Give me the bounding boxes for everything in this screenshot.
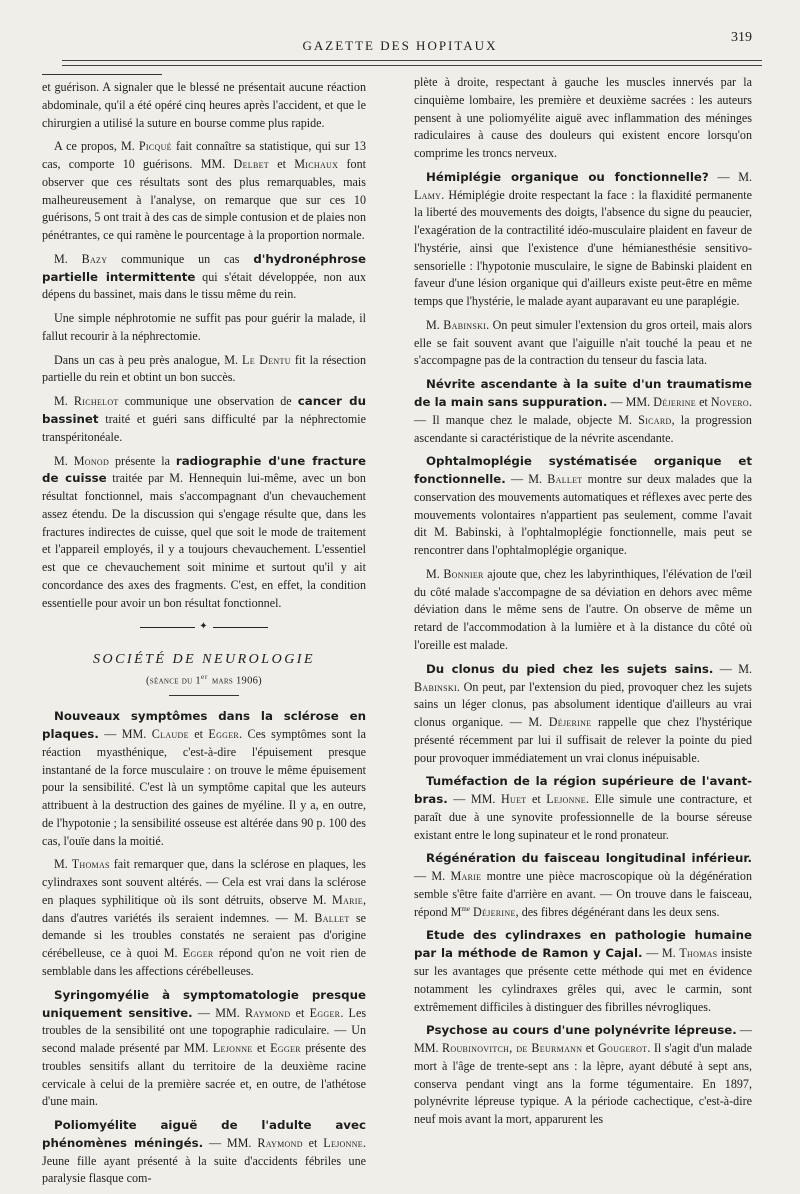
running-title: GAZETTE DES HOPITAUX [302, 38, 498, 53]
author-name: Babinski [414, 679, 457, 694]
author-name: Lamy [414, 187, 442, 202]
author-name: Ballet [314, 910, 350, 925]
paragraph: M. Thomas fait remarquer que, dans la sclérose en plaques, les cylindraxes sont souvent altérés. — Cela est vrai dans la sclérose en plaques syphilitique où ils sont détruits, observe M. Marie, dans d'autres variétés ils seraient indemnes. — M. Ballet se demande si les troubles constatés ne seraient pas d'origine cérébelleuse, ce à quoi M. Egger répond qu'on ne voit rien de semblable dans les affections cérébelleuses. [42, 857, 367, 978]
page-header [0, 30, 800, 60]
author-name: Thomas [679, 946, 718, 961]
topic-heading: Tuméfaction de la région supérieure de l'avant-bras. [414, 774, 752, 807]
author-name: Picqué [138, 139, 172, 154]
paragraph: Dans un cas à peu près analogue, M. Le Dentu fit la résection partielle du rein et obtint un bon succès. [42, 352, 366, 385]
left-column [42, 74, 366, 1194]
right-column [414, 74, 752, 1135]
author-name: Déjerine [548, 715, 592, 730]
author-name: Novero [710, 395, 749, 410]
section-date: (séance du 1er mars 1906) [146, 673, 262, 687]
author-name: Déjerine [472, 904, 516, 919]
author-name: Raymond [257, 1135, 303, 1150]
paragraph: et guérison. A signaler que le blessé ne présentait aucune réaction abdominale, qu'il a été opéré cinq heures après l'accident, et que le chirurgien a utilisé la suture en bourse comme plus rapide. [42, 80, 366, 130]
section-ornament: ✦ [42, 620, 366, 635]
author-name: Bazy [81, 251, 108, 266]
author-name: Raymond [245, 1005, 291, 1020]
topic-heading: Psychose au cours d'une polynévrite lépreuse. [426, 1023, 737, 1038]
author-name: Babinski [443, 317, 487, 332]
paragraph: M. Babinski. On peut simuler l'extension du gros orteil, mais alors elle se fait souvent avant que l'aiguille n'ait touché la peau et ne s'accompagne pas de la contraction du tenseur du fascia lata. [414, 317, 752, 368]
author-name: Sicard [638, 412, 672, 427]
author-name: Marie [450, 869, 482, 884]
paragraph: Une simple néphrotomie ne suffit pas pour guérir la malade, il fallut recourir à la néphrectomie. [42, 311, 366, 343]
section-rule [169, 695, 239, 696]
topic-heading: Régénération du faisceau longitudinal inférieur. [426, 851, 752, 866]
topic-heading: Etude des cylindraxes en pathologie humaine par la méthode de Ramon y Cajal. [414, 928, 752, 961]
paragraph: Du clonus du pied chez les sujets sains. — M. Babinski. On peut, par l'extension du pied, provoquer chez les sujets sains un léger clonus, pas absolument identique d'ailleurs au vrai clonus organique. — M. Déjerine rappelle que chez l'hystérique présenté récemment par lui il suffisait de relever la pointe du pied pour provoquer immédiatement un vrai clonus inépuisable. [414, 661, 752, 765]
paragraph: M. Bazy communique un cas d'hydronéphrose partielle intermittente qui s'était développée, non aux dépens du bassinet, mais dans le tissu même du rein. [42, 251, 367, 302]
author-name: Egger [182, 946, 214, 961]
author-name: Thomas [71, 857, 110, 872]
paragraph: M. Monod présente la radiographie d'une fracture de cuisse traitée par M. Hennequin lui-même, avec un bon résultat fonctionnel, mais s'accompagnant d'un chevauchement assez étendu. De la discussion qui s'engage résulte que, dans les fractures indirectes de cuisse, quel que soit le mode de traitement et l'appareil employés, il y a toujours chevauchement. L'essentiel est que ce chevauchement soit minime et surtout qu'il y ait concordance des axes des fragments. C'est, en effet, la condition essentielle pour avoir un bon résultat fonctionnel. [42, 453, 366, 610]
author-name: Huet [500, 792, 527, 807]
author-name: Lejonne [546, 792, 586, 807]
author-name: Le Dentu [242, 352, 291, 367]
author-name: Ballet [547, 472, 583, 487]
author-name: Egger [270, 1041, 301, 1056]
topic-heading: Névrite ascendante à la suite d'un traumatisme de la main sans suppuration. [414, 377, 752, 410]
author-name: Egger [309, 1005, 341, 1020]
topic-heading: Syringomyélie à symptomatologie presque uniquement sensitive. [42, 987, 366, 1020]
topic-heading: Hémiplégie organique ou fonctionnelle? [426, 169, 709, 184]
paragraph: Etude des cylindraxes en pathologie humaine par la méthode de Ramon y Cajal. — M. Thomas insiste sur les avantages que présente cette méthode qui met en évidence notamment les cylindraxes grêles qui, avec le carmin, sont extrêmement difficiles à distinguer des fibrilles névrogliques. [414, 928, 752, 1014]
author-name: Richelot [73, 394, 119, 409]
topic-heading: cancer du bassinet [42, 394, 366, 427]
author-name: Monod [73, 453, 110, 468]
header-rule [62, 60, 762, 66]
author-name: Roubinovitch, de Beurmann [442, 1041, 583, 1056]
paragraph: plète à droite, respectant à gauche les muscles innervés par la cinquième lombaire, les première et deuxième sacrées : les auteurs pensent à une poliomyélite aiguë avec inflammation des méninges radiculaires à cause des douleurs qui existent encore lorsqu'on comprime les troncs nerveux. [414, 75, 752, 161]
author-name: Marie [332, 892, 363, 907]
paragraph: A ce propos, M. Picqué fait connaître sa statistique, qui sur 13 cas, comporte 10 guérisons. MM. Delbet et Michaux font observer que ces résultats sont des plus remarquables, mais malheureusement à l'analyse, on remarque que sur ces 10 guérisons, 5 ont trait à des cas de simple contusion et de plaies non pénétrantes, ce qui ramène le pourcentage à la proportion normale. [42, 139, 367, 243]
paragraph: Hémiplégie organique ou fonctionnelle? — M. Lamy. Hémiplégie droite respectant la face : la flaxidité permanente la liberté des mouvements des doigts, l'absence du signe du peaucier, l'exagération de la contractilité idéo-musculaire plaident en faveur de l'hystérie, ainsi que l'existence d'une hémianesthésie sensitivo-sensorielle : l'hypotonie musculaire, le signe de Babinski plaident en faveur d'une lésion organique qui d'ailleurs existe peut-être en même temps que l'hystérie, le malade ayant auparavant eu une paraplégie. [414, 169, 752, 309]
author-name: Gougerot [598, 1041, 648, 1056]
paragraph: Névrite ascendante à la suite d'un traumatisme de la main sans suppuration. — MM. Déjerine et Novero. — Il manque chez le malade, objecte M. Sicard, la progression ascendante si caractéristique de la névrite ascendante. [414, 377, 753, 445]
topic-heading: Nouveaux symptômes dans la sclérose en plaques. [42, 709, 366, 742]
topic-heading: Poliomyélite aiguë de l'adulte avec phénomènes méningés. [42, 1118, 366, 1150]
author-name: Bonnier [443, 566, 484, 581]
author-name: Déjerine [653, 395, 696, 410]
author-name: Delbet [233, 157, 269, 172]
paragraph: Ophtalmoplégie systématisée organique et fonctionnelle. — M. Ballet montre sur deux malades que la conservation des mouvements automatiques et réflexes avec perte des mouvements volontaires n'appartient pas seulement, comme l'avait dit M. Babinski, à l'ophtalmoplégie fonctionnelle, mais peut se rencontrer dans l'ophtalmoplégie organique. [414, 454, 752, 558]
paragraph: Poliomyélite aiguë de l'adulte avec phénomènes méningés. — MM. Raymond et Lejonne. Jeune fille ayant présenté à la suite d'accidents fébriles une paralysie flasque com- [42, 1118, 367, 1186]
paragraph: Syringomyélie à symptomatologie presque uniquement sensitive. — MM. Raymond et Egger. Les troubles de la sensibilité ont une topographie radiculaire. — Un second malade présenté par MM. Lejonne et Egger présente des troubles sensitifs allant du territoire de la deuxième racine cervicale à celui de la première sacrée et, en outre, de l'athétose d'une main. [42, 987, 367, 1109]
author-name: Lejonne [323, 1135, 363, 1150]
section-title: SOCIÉTÉ DE NEUROLOGIE [92, 651, 316, 667]
topic-heading: Ophtalmoplégie systématisée organique et fonctionnelle. [414, 454, 752, 487]
topic-heading: radiographie d'une fracture de cuisse [42, 453, 366, 486]
paragraph: M. Bonnier ajoute que, chez les labyrinthiques, l'élévation de l'œil du côté malade s'accompagne de sa déviation en dehors avec même déviation dans le même sens de l'autre. On observe de même un retard de l'accommodation à la lumière et à la distance du côté où l'oreille est malade. [414, 566, 752, 652]
column-rule [42, 74, 162, 75]
paragraph: Régénération du faisceau longitudinal inférieur. — M. Marie montre une pièce macroscopique où la dégénération semble s'être faite d'arrière en avant. — On trouve dans le faisceau, répond $M^{me}$ Déjerine, des fibres dégénérant dans les deux sens. [414, 851, 752, 919]
paragraph: M. Richelot communique une observation de cancer du bassinet traité et guéri sans difficulté par la néphrectomie transpéritonéale. [42, 394, 366, 444]
paragraph: Psychose au cours d'une polynévrite lépreuse. — MM. Roubinovitch, de Beurmann et Gougerot. Il s'agit d'un malade mort à l'âge de trente-sept ans : la lèpre, ayant débuté à sept ans, conserva pendant vingt ans la forme tégumentaire. En 1897, polynévrite lépreuse typique. A la période cachectique, c'est-à-dire neuf mois avant la mort, apparurent les [414, 1023, 752, 1127]
page-number: 319 [731, 30, 752, 45]
author-name: Claude [151, 727, 189, 742]
author-name: Michaux [294, 157, 339, 172]
topic-heading: Du clonus du pied chez les sujets sains. [426, 661, 714, 676]
topic-heading: d'hydronéphrose partielle intermittente [42, 251, 367, 284]
author-name: Egger [208, 727, 240, 742]
author-name: Lejonne [212, 1041, 253, 1056]
paragraph: Tuméfaction de la région supérieure de l'avant-bras. — MM. Huet et Lejonne. Elle simule une contracture, et paraît due à une synovite professionnelle de la bourse séreuse existant entre le long supinateur et le rond pronateur. [414, 774, 752, 842]
paragraph: Nouveaux symptômes dans la sclérose en plaques. — MM. Claude et Egger. Ces symptômes sont la réaction myasthénique, c'est-à-dire l'épuisement presque instantané de la force musculaire : on trouve le même épuisement pour la sensibilité. C'est là un symptôme capital que les auteurs attribuent à la destruction des gaines de myéline. Il y a, en outre, de l'hypotonie ; la sensibilité osseuse est altérée dans 90 p. 100 des cas, l'ouïe dans la moitié. [42, 709, 366, 848]
